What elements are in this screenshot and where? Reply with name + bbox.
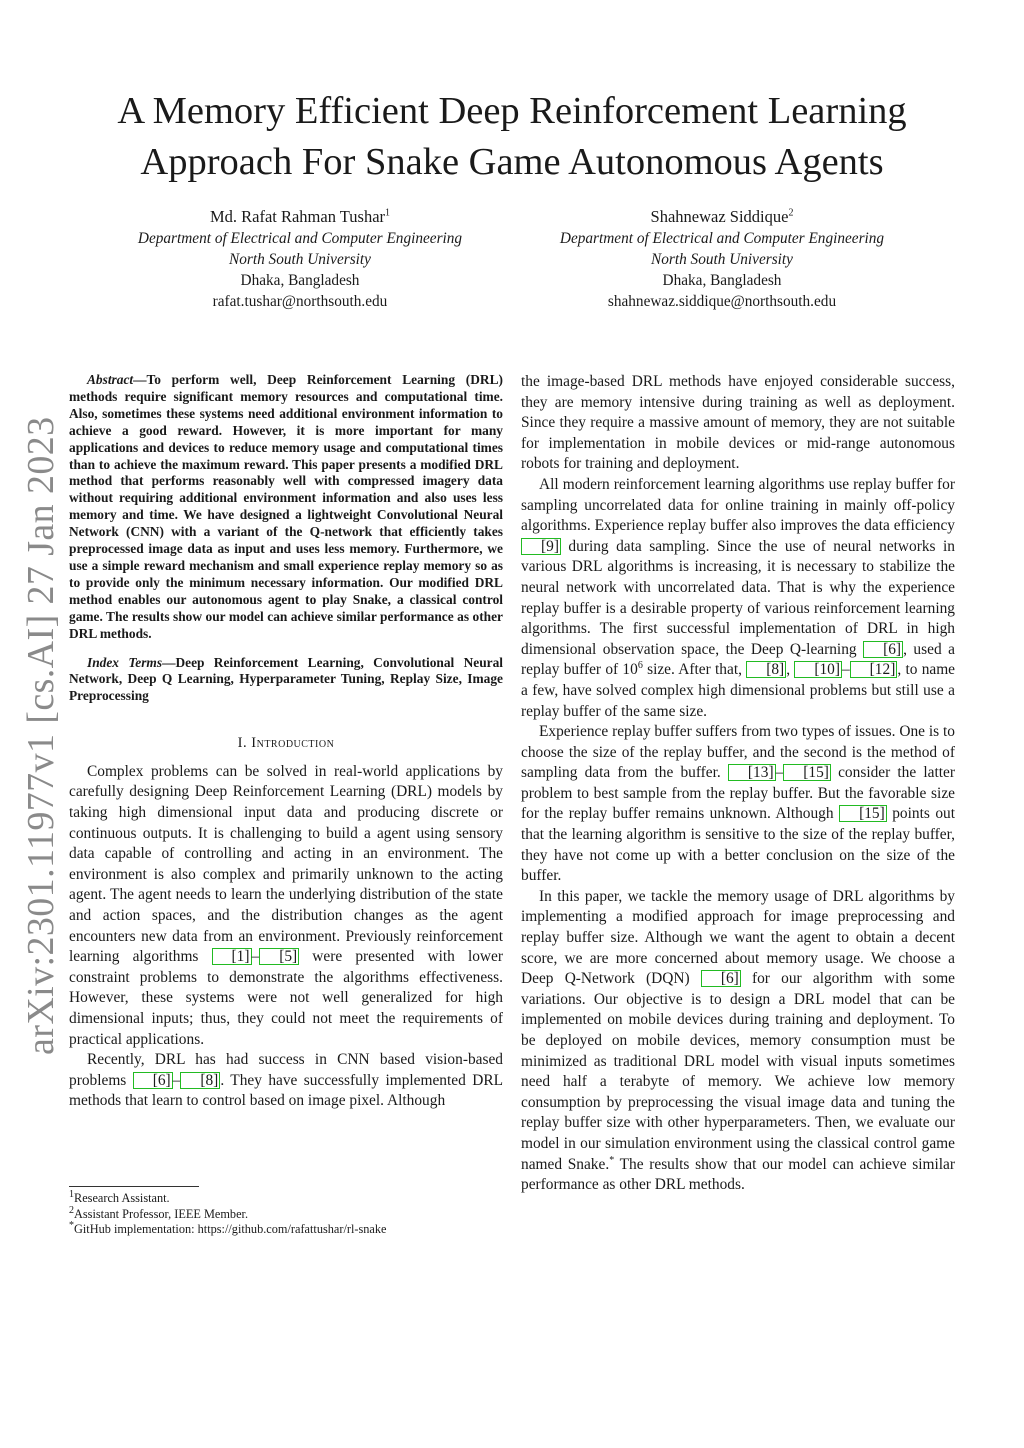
author-university: North South University <box>229 251 371 268</box>
author-block-1 <box>90 206 510 312</box>
author-university: North South University <box>651 251 793 268</box>
citation-link[interactable]: [10] <box>794 661 842 678</box>
footnote-github: *GitHub implementation: https://github.com/rafattushar/rl-snake <box>69 1220 387 1237</box>
right-column <box>521 372 955 1196</box>
citation-link[interactable]: [13] <box>728 764 776 781</box>
right-paragraph-3: Experience replay buffer suffers from two types of issues. One is to choose the size of the replay buffer, and the second is the method of sampling data from the buffer. [13] – [15] consider the latter problem to best sample from the replay buffer. But the favorable size for the replay buffer remains unknown. Although [15] points out that the learning algorithm is sensitive to the size of the replay buffer, they have not come up with a better conclusion on the size of the buffer. <box>521 723 955 885</box>
author-affiliation-mark: 2 <box>788 207 794 219</box>
right-paragraph-1: the image-based DRL methods have enjoyed considerable success, they are memory intensive during training as well as deployment. Since they require a massive amount of memory, they are not suitable for implementation in mobile devices or mid-range autonomous robots for training and deployment. <box>521 373 955 473</box>
citation-link[interactable]: [12] <box>850 661 898 678</box>
author-name: Md. Rafat Rahman Tushar$^1$ <box>209 207 391 226</box>
index-terms: Index Terms—Deep Reinforcement Learning, Convolutional Neural Network, Deep Q Learning, Hyperparameter Tuning, Replay Size, Image Preprocessing <box>69 654 504 704</box>
paper-title <box>60 86 964 188</box>
right-paragraph-2: All modern reinforcement learning algorithms use replay buffer for sampling uncorrelated data for online training in mainly off-policy algorithms. Experience replay buffer also improves the data efficiency [9] during data sampling. Since the use of neural networks in various DRL algorithms is increasing, it is necessary to stabilize the neural network with uncorrelated data. That is why the experience replay buffer is a desirable property of various reinforcement learning algorithms. The first successful implementation of DRL in high dimensional observation space, the Deep Q-learning [6] , used a replay buffer of $10^6$ size. After that, [8] , [10] – [12] , to name a few, have solved complex high dimensional problems but still use a replay buffer of the same size. <box>521 475 956 720</box>
footnotes <box>69 1186 503 1238</box>
citation-link[interactable]: [5] <box>259 948 299 965</box>
author-name: Shahnewaz Siddique$^2$ <box>650 207 794 226</box>
footnote-marker[interactable]: * <box>609 1154 615 1166</box>
author-block-2 <box>512 206 932 312</box>
footnote-rule <box>69 1186 199 1187</box>
index-terms-label: Index Terms <box>87 654 163 670</box>
author-email[interactable]: rafat.tushar@northsouth.edu <box>212 293 388 310</box>
title-line-1: A Memory Efficient Deep Reinforcement Learning <box>117 90 907 132</box>
abstract-text: To perform well, Deep Reinforcement Learning (DRL) methods require significant memory resources and computational time. Also, sometimes these systems need additional environment information to achieve a good reward. However, it is more important for many applications and devices to reduce memory usage and computational times than to achieve the maximum reward. This paper presents a modified DRL method that performs reasonably well with compressed imagery data without requiring additional environment information and also uses less memory and time. We have designed a lightweight Convolutional Neural Network (CNN) with a variant of the Q-network that efficiently takes preprocessed image data as input and uses less memory. Furthermore, we use a simple reward mechanism and small experience replay memory so as to provide only the minimum necessary information. Our modified DRL method enables our autonomous agent to play Snake, a classical control game. The results show our model can achieve similar performance as other DRL methods. <box>69 372 503 641</box>
author-city: Dhaka, Bangladesh <box>240 272 360 289</box>
intro-paragraph-1: Complex problems can be solved in real-world applications by carefully designing Deep Reinforcement Learning (DRL) models by taking high dimensional input data and producing discrete or continuous outputs. It is challenging to build a agent using sensory data capable of controlling and acting in an environment. The environment is also complex and primarily unknown to the acting agent. The agent needs to learn the underlying distribution of the state and action spaces, and the distribution changes as the agent encounters new data from an environment. Previously reinforcement learning algorithms [1] – [5] were presented with lower constraint problems to demonstrate the algorithms effectiveness. However, these systems were not well generalized for high dimensional inputs; thus, they could not meet the requirements of practical applications. <box>69 762 504 1048</box>
citation-link[interactable]: [6] <box>133 1072 173 1089</box>
citation-link[interactable]: [15] <box>839 805 887 822</box>
author-department: Department of Electrical and Computer Engineering <box>559 230 885 247</box>
title-line-2: Approach For Snake Game Autonomous Agents <box>140 141 884 183</box>
author-department: Department of Electrical and Computer Engineering <box>137 230 463 247</box>
index-terms-text: Deep Reinforcement Learning, Convolutional Neural Network, Deep Q Learning, Hyperparameter Tuning, Replay Size, Image Preprocessing <box>69 654 504 704</box>
citation-link[interactable]: [6] <box>863 641 903 658</box>
intro-paragraph-2: Recently, DRL has had success in CNN based vision-based problems [6] – [8] . They have successfully implemented DRL methods that learn to control based on image pixel. Although <box>69 1051 503 1110</box>
author-city: Dhaka, Bangladesh <box>662 272 782 289</box>
citation-link[interactable]: [9] <box>521 538 561 555</box>
footnote-1: $^1$Research Assistant. <box>69 1188 170 1205</box>
citation-link[interactable]: [1] <box>212 948 252 965</box>
right-paragraph-4: In this paper, we tackle the memory usage of DRL algorithms by implementing a modified approach for image preprocessing and replay buffer size. Although we want the agent to obtain a decent score, we are more concerned about memory usage. We choose a Deep Q-Network (DQN) [6] for our algorithm with some variations. Our objective is to design a DRL model that can be implemented on mobile devices during training and deployment. To be deployed on mobile devices, memory consumption must be minimized as traditional DRL model with visual inputs sometimes need half a terabyte of memory. We achieve low memory consumption by preprocessing the visual image data and tuning the replay buffer size with other hyperparameters. Then, we evaluate our model in our simulation environment using the classical control game named Snake.* The results show that our model can achieve similar performance as other DRL methods. <box>521 887 956 1194</box>
citation-link[interactable]: [15] <box>783 764 831 781</box>
abstract: Abstract—To perform well, Deep Reinforcement Learning (DRL) methods require significant memory resources and computational time. Also, sometimes these systems need additional environment information to achieve a good reward. However, it is more important for many applications and devices to reduce memory usage and computational times than to achieve the maximum reward. This paper presents a modified DRL method that performs reasonably well with compressed imagery data without requiring additional environment information and also uses less memory and time. We have designed a lightweight Convolutional Neural Network (CNN) with a variant of the Q-network that efficiently takes preprocessed image data as input and uses less memory. Furthermore, we use a simple reward mechanism and small experience replay memory so as to provide only the minimum necessary information. Our modified DRL method enables our autonomous agent to play Snake, a classical control game. The results show our model can achieve similar performance as other DRL methods. <box>69 372 503 641</box>
author-affiliation-mark: 1 <box>385 207 391 219</box>
citation-link[interactable]: [6] <box>701 970 741 987</box>
arxiv-identifier-stamp: arXiv:2301.11977v1 [cs.AI] 27 Jan 2023 <box>20 416 62 1055</box>
citation-link[interactable]: [8] <box>746 661 786 678</box>
exponent: 6 <box>637 660 643 672</box>
citation-link[interactable]: [8] <box>180 1072 220 1089</box>
author-email[interactable]: shahnewaz.siddique@northsouth.edu <box>607 293 837 310</box>
left-column <box>69 372 503 1112</box>
section-heading-introduction: I. Introduction <box>237 735 335 752</box>
footnote-2: $^2$Assistant Professor, IEEE Member. <box>69 1204 249 1221</box>
abstract-label: Abstract <box>87 372 134 387</box>
